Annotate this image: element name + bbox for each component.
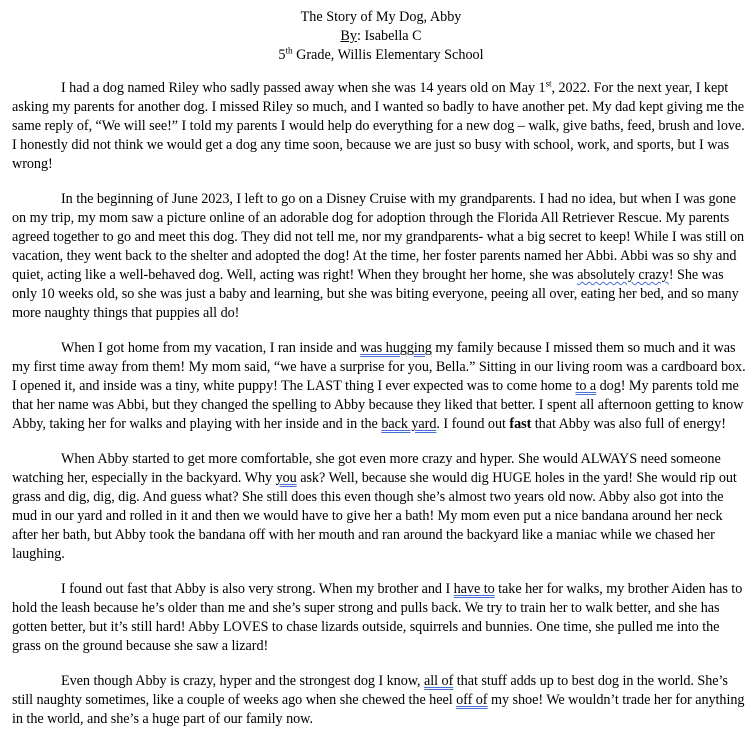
paragraph-text: I found out fast that Abby is also very strong. When my brother and I [61, 581, 454, 597]
paragraph-text: When Abby started to get more comfortable, she got even more crazy and hyper. She would ALWAYS need someone watching her, especially in the backyard. Why [12, 451, 721, 486]
story-title: The Story of My Dog, Abby [300, 9, 462, 25]
grade-number: 5 [278, 47, 286, 63]
paragraph-text: that Abby was also full of energy! [531, 416, 726, 432]
paragraph-5 [12, 580, 750, 656]
paragraph-text: , 2022. For the next year, I kept asking my parents for another dog. I missed Riley so much, and I wanted so badly to have another pet. My dad kept giving me the same reply of, “We will see!” I told my parents I would help do everything for a new dog – walk, give baths, feed, brush and love. I honestly did not think we would get a dog any time soon, because we are just so busy with school, work, and sports, but I was wrong! [12, 80, 745, 172]
grammar-flag[interactable]: back yard [381, 416, 437, 432]
grammar-flag[interactable]: was hugging [360, 340, 432, 356]
paragraph-text: ask? Well, because she would dig HUGE holes in the yard! She would rip out grass and dig, dig, dig. And guess what? She still does this even though she’s almost two years old now. Abby also got into the mud in our yard and rolled in it and then we would have to give her a bath! My mom even put a nice bandana around her neck after her bath, but Abby took the bandana off with her mouth and ran around the backyard like a maniac while we chased her laughing. [12, 470, 737, 562]
byline-prefix: By [340, 28, 357, 44]
grammar-flag[interactable]: have to [453, 581, 495, 597]
paragraph-3 [12, 339, 750, 434]
paragraph-text: my shoe! We wouldn’t trade her for anything in the world, and she’s a huge part of our family now. [12, 692, 745, 727]
paragraph-4 [12, 450, 750, 564]
paragraph-text: I had a dog named Riley who sadly passed away when she was 14 years old on May 1 [61, 80, 546, 96]
story-header [12, 8, 750, 65]
bold-word: fast [509, 416, 532, 432]
grammar-flag[interactable]: off of [456, 692, 488, 708]
paragraph-text: Even though Abby is crazy, hyper and the strongest dog I know, [61, 673, 425, 689]
grammar-flag[interactable]: you [275, 470, 297, 486]
paragraph-text: take her for walks, my brother Aiden has to hold the leash because he’s older than me and she’s super strong and pulls back. We try to train her to walk better, and she has gotten better, but it’s still hard! Abby LOVES to chase lizards outside, squirrels and bunnies. One time, she pulled me into the grass on the ground because she saw a lizard! [12, 581, 743, 654]
byline [12, 27, 750, 46]
grammar-flag[interactable]: absolutely crazy [577, 267, 669, 283]
paragraph-text: In the beginning of June 2023, I left to go on a Disney Cruise with my grandparents. I had no idea, but when I was gone on my trip, my mom saw a picture online of an adorable dog for adoption through the Florida All Retriever Rescue. My parents agreed together to go and meet this dog. They did not tell me, nor my grandparents- what a big secret to keep! While I was still on vacation, they went back to the shelter and adopted the dog! At the time, her foster parents named her Abbi. Abbi was so shy and quiet, acting like a well-behaved dog. Well, acting was right! When they brought her home, she was [12, 191, 745, 283]
paragraph-text: my family because I missed them so much and it was my first time away from them! My mom said, “we have a surprise for you, Bella.” Sitting in our living room was a cardboard box. I opened it, and inside was a tiny, white puppy! The LAST thing I ever expected was to come home [12, 340, 746, 394]
paragraph-text: that stuff adds up to best dog in the world. She’s still naughty sometimes, like a couple of weeks ago when she chewed the heel [12, 673, 728, 708]
paragraph-text: ! She was only 10 weeks old, so she was just a baby and learning, but she was biting everyone, peeing all over, eating her bed, and so many more naughty things that puppies all do! [12, 267, 739, 321]
date-ordinal: st [545, 78, 552, 89]
story-body [12, 79, 750, 729]
grade-school-text: Grade, Willis Elementary School [292, 47, 484, 63]
author-name: : Isabella C [356, 28, 422, 44]
grammar-flag[interactable]: to a [575, 378, 597, 394]
grammar-flag[interactable]: all of [424, 673, 454, 689]
paragraph-2 [12, 190, 750, 323]
grade-ordinal: th [285, 45, 293, 56]
paragraph-text: . I found out [436, 416, 510, 432]
paragraph-1 [12, 79, 750, 174]
paragraph-text: When I got home from my vacation, I ran inside and [61, 340, 361, 356]
paragraph-text: dog! My parents told me that her name was Abbi, but they changed the spelling to Abby because they liked that better. I spent all afternoon getting to know Abby, taking her for walks and playing with her inside and in the [12, 378, 744, 432]
grade-school-line [12, 46, 750, 65]
